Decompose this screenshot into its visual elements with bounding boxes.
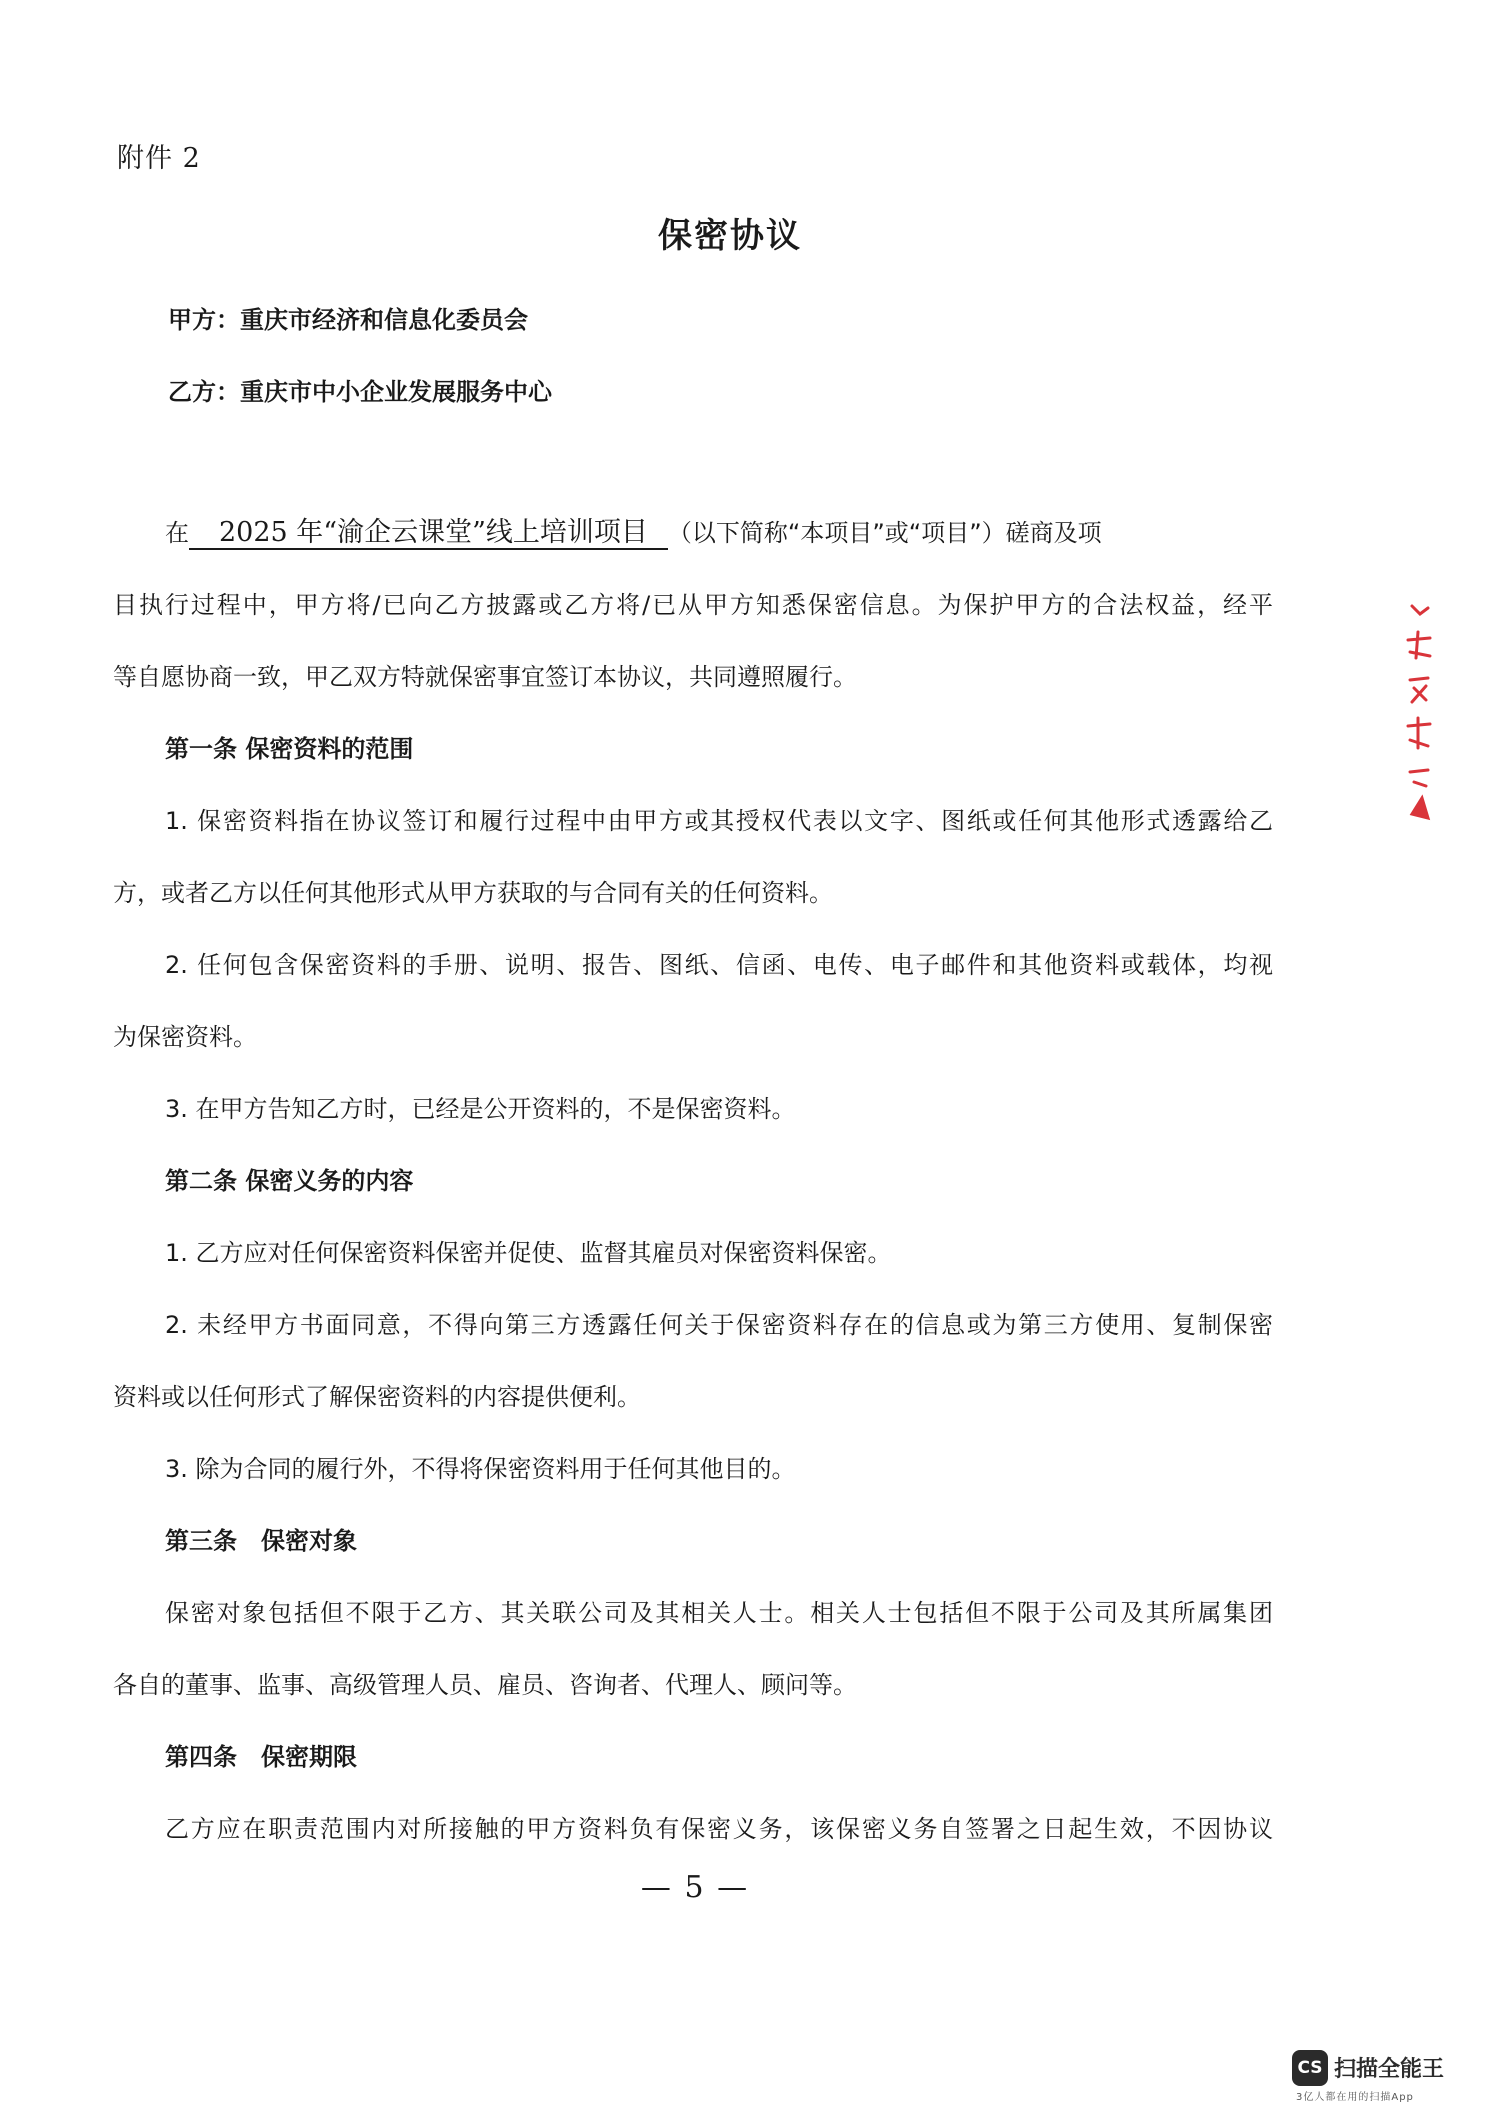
article-2-item-2-line-2: 资料或以任何形式了解保密资料的内容提供便利。	[113, 1383, 641, 1411]
party-b: 乙方：重庆市中小企业发展服务中心	[168, 378, 552, 406]
article-2-item-3: 3. 除为合同的履行外，不得将保密资料用于任何其他目的。	[165, 1455, 796, 1483]
intro-suffix: （以下简称“本项目”或“项目”）磋商及项	[667, 519, 1102, 547]
intro-line-3: 等自愿协商一致，甲乙双方特就保密事宜签订本协议，共同遵照履行。	[113, 663, 857, 691]
article-1-heading: 第一条 保密资料的范围	[165, 735, 414, 763]
article-2-heading: 第二条 保密义务的内容	[165, 1167, 414, 1195]
article-1-item-3: 3. 在甲方告知乙方时，已经是公开资料的，不是保密资料。	[165, 1095, 796, 1123]
agreement-body	[113, 497, 1273, 1865]
intro-line-2: 目执行过程中，甲方将/已向乙方披露或乙方将/已从甲方知悉保密信息。为保护甲方的合法权益，经平	[113, 591, 1273, 619]
partial-seal-stamp	[1400, 600, 1440, 830]
article-3-line-1: 保密对象包括但不限于乙方、其关联公司及其相关人士。相关人士包括但不限于公司及其所属集团	[165, 1599, 1273, 1627]
document-title: 保密协议	[658, 216, 802, 256]
attachment-label: 附件 2	[117, 143, 201, 174]
article-1-item-2-line-1: 2. 任何包含保密资料的手册、说明、报告、图纸、信函、电传、电子邮件和其他资料或载体，均视	[165, 951, 1273, 979]
article-1-item-1-line-1: 1. 保密资料指在协议签订和履行过程中由甲方或其授权代表以文字、图纸或任何其他形式透露给乙	[165, 807, 1273, 835]
project-name-field: 2025 年“渝企云课堂”线上培训项目	[189, 518, 668, 550]
article-3-heading: 第三条 保密对象	[165, 1527, 357, 1555]
scanner-tagline: 3亿人都在用的扫描App	[1296, 2092, 1414, 2103]
scanner-logo: CS	[1292, 2050, 1328, 2086]
article-2-item-2-line-1: 2. 未经甲方书面同意，不得向第三方透露任何关于保密资料存在的信息或为第三方使用、复制保密	[165, 1311, 1273, 1339]
intro-line-1	[113, 497, 1273, 569]
article-4-line-1: 乙方应在职责范围内对所接触的甲方资料负有保密义务，该保密义务自签署之日起生效，不因协议	[165, 1815, 1273, 1843]
article-2-item-1: 1. 乙方应对任何保密资料保密并促使、监督其雇员对保密资料保密。	[165, 1239, 892, 1267]
page-number: — 5 —	[640, 1870, 750, 1905]
scanner-app-name: 扫描全能王	[1334, 2057, 1445, 2082]
scanner-watermark	[1292, 2050, 1472, 2103]
article-1-item-1-line-2: 方，或者乙方以任何其他形式从甲方获取的与合同有关的任何资料。	[113, 879, 833, 907]
intro-prefix: 在	[165, 519, 189, 547]
party-a: 甲方：重庆市经济和信息化委员会	[168, 306, 528, 334]
article-1-item-2-line-2: 为保密资料。	[113, 1023, 257, 1051]
article-4-heading: 第四条 保密期限	[165, 1743, 357, 1771]
article-3-line-2: 各自的董事、监事、高级管理人员、雇员、咨询者、代理人、顾问等。	[113, 1671, 857, 1699]
